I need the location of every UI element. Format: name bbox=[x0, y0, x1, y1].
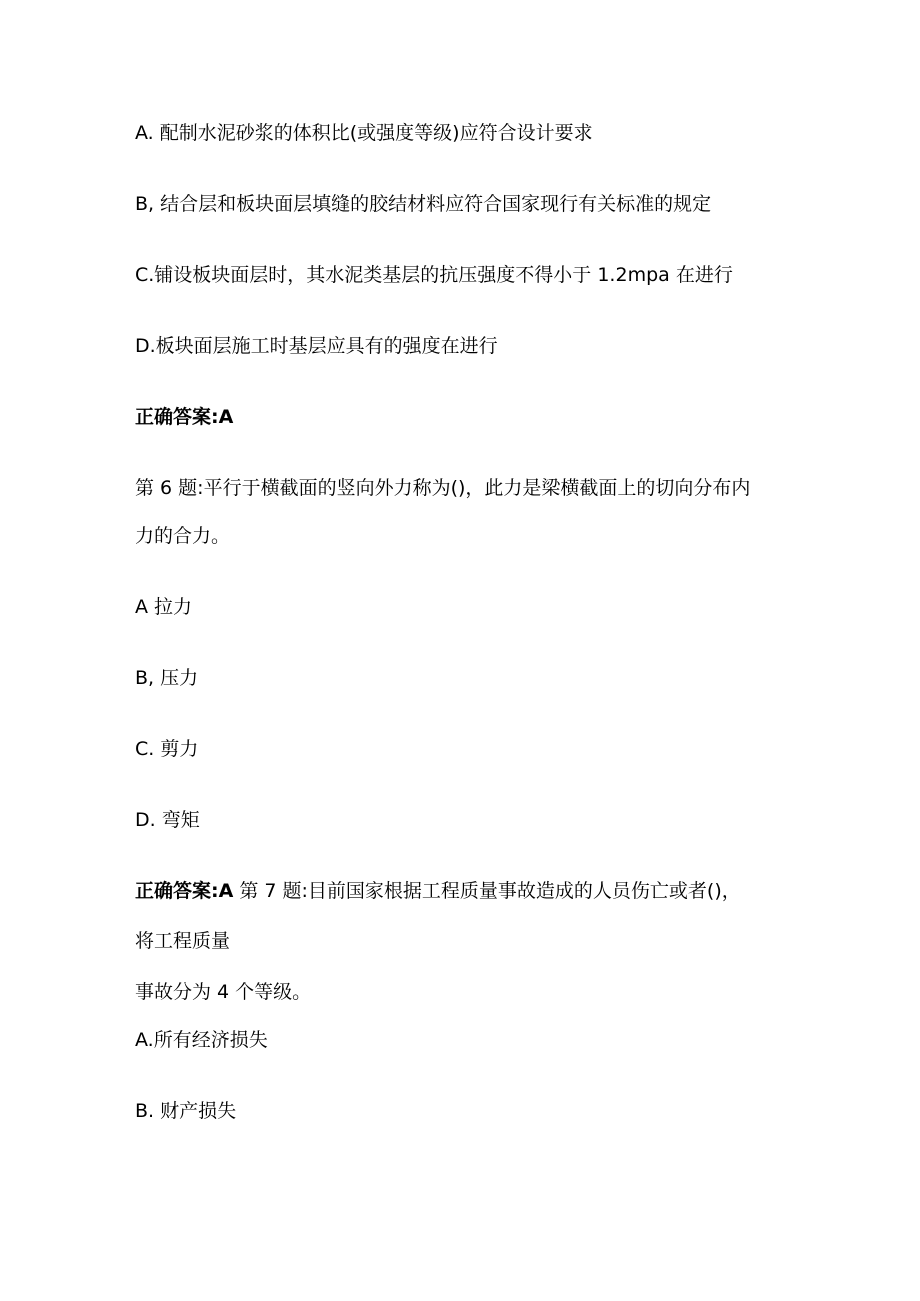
option-text: B, 结合层和板块面层填缝的胶结材料应符合国家现行有关标准的规定 bbox=[135, 193, 712, 215]
question-stem: 将工程质量 bbox=[135, 930, 231, 952]
question-stem: 力的合力。 bbox=[135, 525, 231, 547]
option-text: B, 压力 bbox=[135, 667, 199, 689]
question-stem-text: 第 7 题:目前国家根据工程质量事故造成的人员伤亡或者()， bbox=[233, 880, 741, 902]
option-text: C. 剪力 bbox=[135, 738, 199, 760]
question-stem bbox=[135, 882, 741, 901]
question-stem: 第 6 题:平行于横截面的竖向外力称为()，此力是梁横截面上的切向分布内 bbox=[135, 477, 751, 499]
answer-label: 正确答案:A bbox=[135, 406, 234, 428]
option-text: A. 配制水泥砂浆的体积比(或强度等级)应符合设计要求 bbox=[135, 122, 593, 144]
question-stem: 事故分为 4 个等级。 bbox=[135, 981, 312, 1003]
option-text: A.所有经济损失 bbox=[135, 1029, 268, 1051]
option-text: D.板块面层施工时基层应具有的强度在进行 bbox=[135, 335, 498, 357]
option-text: C.铺设板块面层时，其水泥类基层的抗压强度不得小于 1.2mpa 在进行 bbox=[135, 264, 733, 286]
option-text: D. 弯矩 bbox=[135, 809, 200, 831]
option-text: A 拉力 bbox=[135, 596, 193, 618]
option-text: B. 财产损失 bbox=[135, 1100, 237, 1122]
answer-label: 正确答案:A bbox=[135, 880, 234, 902]
